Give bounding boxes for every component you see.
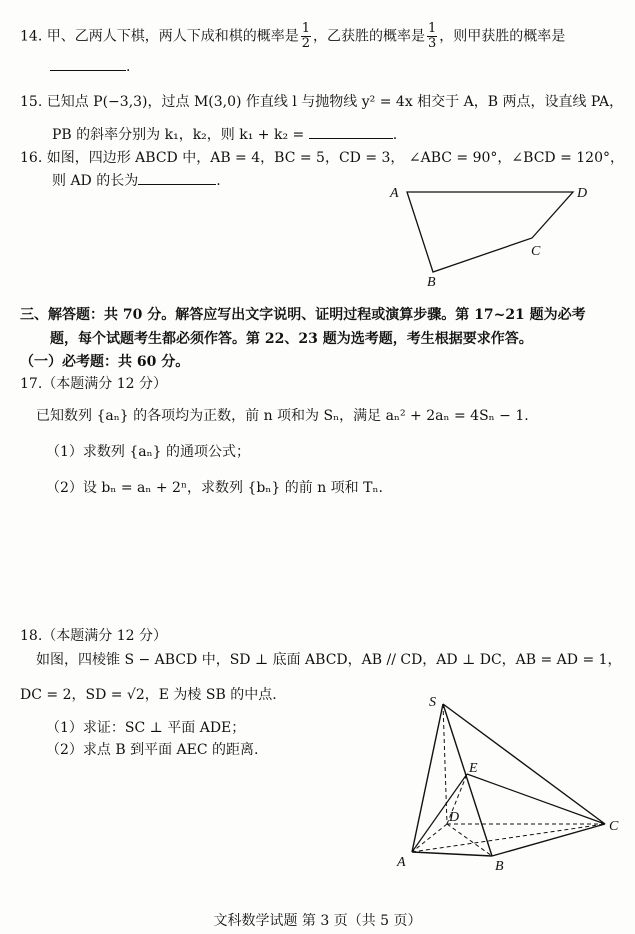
q16-quadrilateral-figure — [385, 180, 600, 290]
label-c: C — [531, 244, 541, 259]
quadrilateral-abcd — [407, 192, 573, 272]
q16-number: 16. — [20, 150, 43, 166]
label-b: B — [427, 275, 436, 290]
label-d: D — [449, 810, 460, 825]
q16-line1 — [20, 148, 624, 168]
q14-number: 14. — [20, 28, 43, 45]
q18-part2: （2）求点 B 到平面 AEC 的距离. — [46, 742, 259, 758]
q17-header: 17.（本题满分 12 分） — [20, 376, 167, 392]
label-c: C — [609, 819, 619, 834]
q16-stem-1: 如图，四边形 ABCD 中，AB = 4，BC = 5，CD = 3， ∠ABC = 90°，∠BCD = 120°， — [46, 150, 624, 166]
label-d: D — [577, 186, 588, 201]
section3-line2: 题，每个试题考生都必须作答。第 22、23 题为选考题，考生根据要求作答。 — [50, 331, 533, 347]
label-s: S — [429, 695, 436, 710]
q18-line1: 如图，四棱锥 S − ABCD 中，SD ⊥ 底面 ABCD，AB // CD，AD ⊥ DC，AB = AD = 1， — [36, 652, 622, 668]
q14-text-c: ，则甲获胜的概率是 — [439, 28, 566, 45]
q14-line2: . — [50, 56, 130, 77]
edge-ab — [412, 852, 492, 856]
q14-fraction-2: $\frac{1}{3}$ — [428, 21, 437, 51]
q18-part1: （1）求证：SC ⊥ 平面 ADE； — [46, 720, 246, 736]
section3-subheading: （一）必考题：共 60 分。 — [20, 354, 190, 370]
label-a: A — [397, 855, 406, 870]
q14-text-a: 甲、乙两人下棋，两人下成和棋的概率是 — [46, 28, 299, 45]
q17-part1: （1）求数列 {aₙ} 的通项公式； — [46, 444, 251, 460]
q14-text-b: ，乙获胜的概率是 — [313, 28, 425, 45]
label-e: E — [469, 761, 478, 776]
q14-fraction-1: $\frac{1}{2}$ — [301, 21, 310, 51]
q16-answer-blank[interactable] — [138, 170, 216, 185]
q15-stem-1: 已知点 P(−3,3)，过点 M(3,0) 作直线 l 与抛物线 y² = 4x 相交于 A，B 两点，设直线 PA， — [46, 94, 624, 110]
label-a: A — [390, 186, 399, 201]
q17-stem: 已知数列 {aₙ} 的各项均为正数，前 n 项和为 Sₙ，满足 aₙ² + 2aₙ = 4Sₙ − 1. — [36, 408, 529, 424]
edge-bc — [492, 824, 605, 856]
section3-line1: 三、解答题：共 70 分。解答应写出文字说明、证明过程或演算步骤。第 17~21 题为必考 — [20, 307, 586, 323]
q15-line1 — [20, 92, 623, 112]
q17-part2: （2）设 bₙ = aₙ + 2ⁿ，求数列 {bₙ} 的前 n 项和 Tₙ. — [46, 480, 383, 496]
q15-number: 15. — [20, 94, 43, 110]
page-footer: 文科数学试题 第 3 页（共 5 页） — [213, 913, 422, 929]
q18-header: 18.（本题满分 12 分） — [20, 628, 167, 644]
edge-sc — [443, 704, 605, 824]
q14-answer-blank[interactable] — [50, 56, 126, 71]
q14-line1 — [20, 22, 565, 51]
q16-stem-2: 则 AD 的长为 — [52, 173, 139, 189]
q16-line2: 则 AD 的长为 . — [52, 170, 221, 191]
edge-ec — [467, 774, 605, 824]
q15-answer-blank[interactable] — [309, 124, 393, 139]
q15-stem-2: PB 的斜率分别为 k₁，k₂，则 k₁ + k₂ = — [52, 127, 305, 143]
q18-pyramid-figure — [395, 690, 630, 875]
q18-line2: DC = 2，SD = √2，E 为棱 SB 的中点. — [20, 687, 277, 703]
q15-line2: PB 的斜率分别为 k₁，k₂，则 k₁ + k₂ = . — [52, 124, 397, 145]
label-b: B — [495, 859, 504, 874]
hidden-edges — [412, 704, 605, 856]
